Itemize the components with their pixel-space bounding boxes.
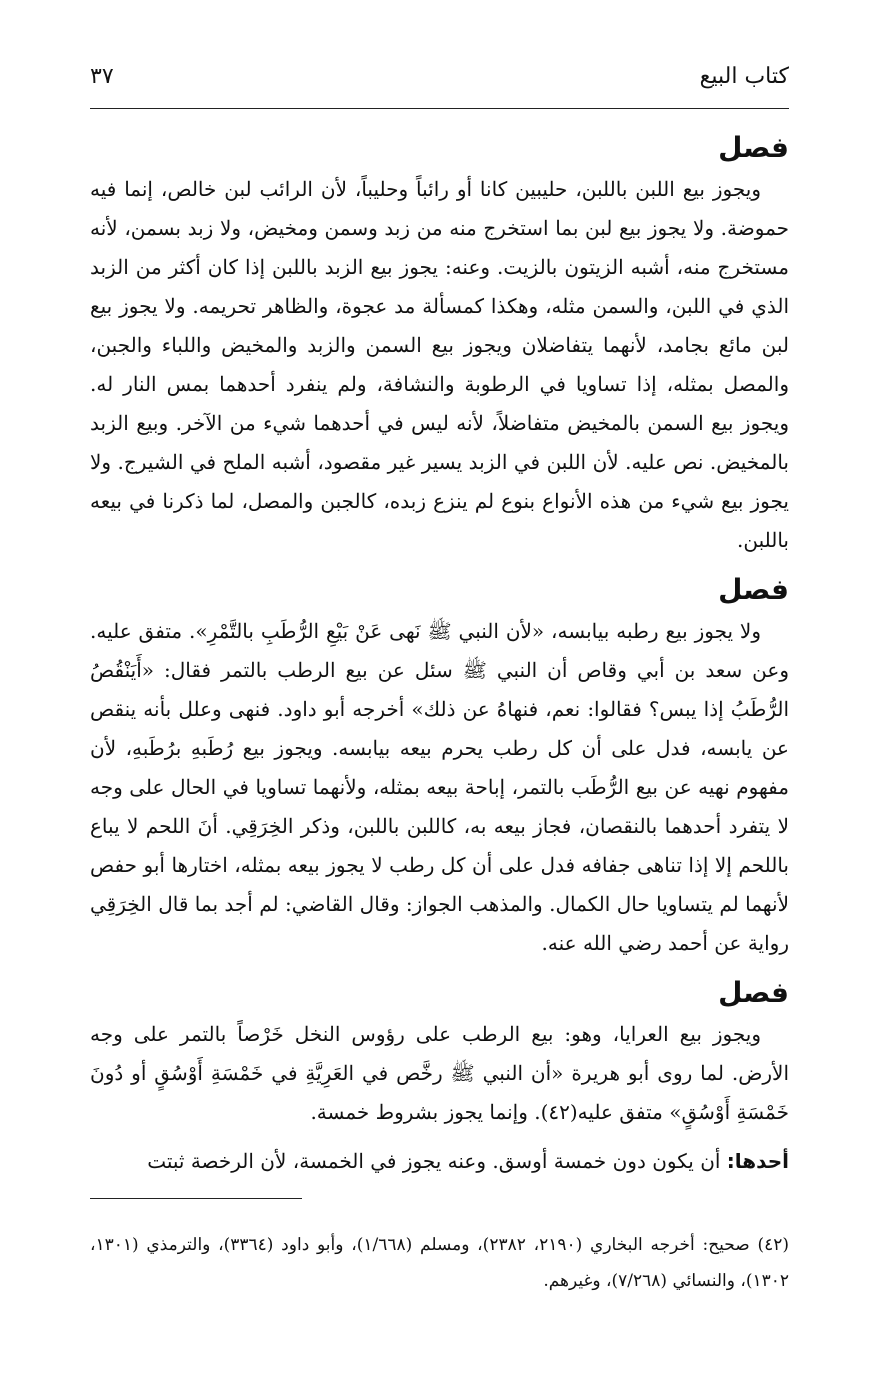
section-heading: فصل (718, 573, 789, 606)
section-paragraph (90, 1015, 789, 1132)
paragraph-text: ولا يجوز بيع رطبه بيابسه، «لأن النبي ﷺ نَهى عَنْ بَيْعِ الرُّطَبِ بالتَّمْرِ». متفق عليه. وعن سعد بن أبي وقاص أن النبي ﷺ سئل عن بيع الرطب بالتمر فقال: «أَيَنْقُصُ الرُّطَبُ إذا يبس؟ فقالوا: نعم، فنهاهُ عن ذلك» أخرجه أبو داود. فنهى وعلل بأنه ينقص عن يابسه، فدل على أن كل رطب يحرم بيعه بيابسه. ويجوز بيع رُطَبهِ برُطَبهِ، لأن مفهوم نهيه عن بيع الرُّطَب بالتمر، إباحة بيعه بمثله، ولأنهما تساويا في الحال على وجه لا يتفرد أحدهما بالنقصان، فجاز بيعه به، كاللبن باللبن، وذكر الخِرَقِي. أنَ اللحم لا يباع باللحم إلا إذا تناهى جفافه فدل على أن كل رطب لا يجوز بيعه بمثله، اختارها أبو حفص لأنهما لم يتساويا حال الكمال. والمذهب الجواز: وقال القاضي: لم أجد بما قال الخِرَقِي رواية عن أحمد رضي الله عنه. (90, 619, 789, 955)
page-body (90, 126, 789, 1181)
condition-lead: أحدها: (726, 1149, 789, 1173)
section-paragraph (90, 612, 789, 963)
condition-text: أن يكون دون خمسة أوسق. وعنه يجوز في الخمسة، لأن الرخصة ثبتت (147, 1149, 727, 1173)
section-heading: فصل (718, 131, 789, 164)
footnote: (٤٢) صحيح: أخرجه البخاري (٢١٩٠، ٢٣٨٢)، ومسلم (١/٦٦٨)، وأبو داود (٣٣٦٤)، والترمذي (١٣٠١، ١٣٠٢)، والنسائي (٧/٢٦٨)، وغيرهم. (90, 1235, 790, 1291)
page-number: ٣٧ (90, 64, 114, 89)
paragraph-text: ويجوز بيع اللبن باللبن، حليبين كانا أو رائباً وحليباً، لأن الرائب لبن خالص، إنما فيه حموضة. ولا يجوز بيع لبن بما استخرج منه من زبد وسمن ومخيض، ولا زبد بسمن، لأنه مستخرج منه، أشبه الزيتون بالزيت. وعنه: يجوز بيع الزبد باللبن إذا كان أكثر من الزبد الذي في اللبن، والسمن مثله، وهكذا كمسألة مد عجوة، والظاهر تحريمه. ولا يجوز بيع لبن مائع بجامد، لأنهما يتفاضلان ويجوز بيع السمن والزبد والمخيض واللباء والجبن، والمصل بمثله، إذا تساويا في الرطوبة والنشافة، ولم ينفرد أحدهما بمس النار له. ويجوز بيع السمن بالمخيض متفاضلاً، لأنه ليس في أحدهما شيء من الآخر. وبيع الزبد بالمخيض. نص عليه. لأن اللبن في الزبد يسير غير مقصود، أشبه الملح في الشيرج. ولا يجوز بيع شيء من هذه الأنواع بنوع لم ينزع زبده، كالجبن والمصل، لما ذكرنا في بيعه باللبن. (90, 177, 789, 552)
paragraph-text: ويجوز بيع العرايا، وهو: بيع الرطب على رؤوس النخل خَرْصاً بالتمر على وجه الأرض. لما روى أبو هريرة «أن النبي ﷺ رخَّص في العَرِيَّةِ في خَمْسَةِ أَوْسُقٍ أو دُونَ خَمْسَةِ أَوْسُقٍ» متفق عليه(٤٢). وإنما يجوز بشروط خمسة. (90, 1022, 789, 1124)
condition-paragraph (90, 1142, 789, 1181)
section-paragraph (90, 170, 789, 560)
footnote-divider (90, 1198, 302, 1199)
book-title: كتاب البيع (699, 64, 789, 89)
section-heading: فصل (718, 976, 789, 1009)
page-header (90, 60, 789, 94)
header-divider (90, 108, 789, 109)
